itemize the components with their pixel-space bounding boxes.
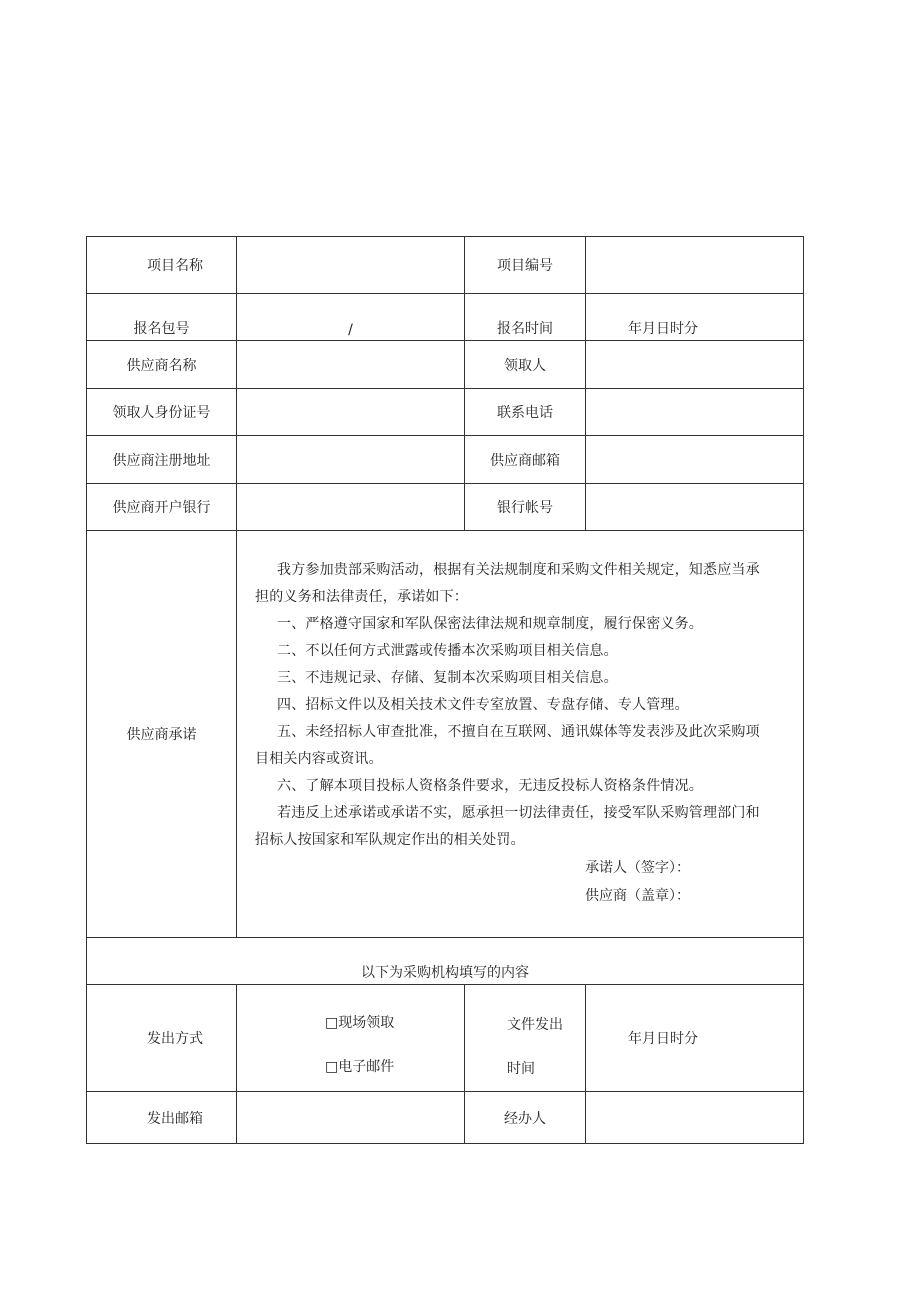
option-email-checkbox[interactable]: □电子邮件 (325, 1059, 395, 1075)
package-field[interactable]: / (237, 294, 465, 341)
reg-time-field[interactable]: 年月日时分 (586, 294, 804, 341)
reg-address-field[interactable] (237, 436, 465, 484)
issue-method-label: 发出方式 (87, 985, 237, 1092)
row-pledge (87, 531, 804, 938)
row-bank (87, 484, 804, 531)
receiver-field[interactable] (586, 341, 804, 389)
row-issue-method (87, 985, 804, 1092)
bank-field[interactable] (237, 484, 465, 531)
issue-email-field[interactable] (237, 1092, 465, 1144)
package-label: 报名包号 (87, 294, 237, 341)
project-no-field[interactable] (586, 237, 804, 294)
pledge-line: 五、未经招标人审查批准，不擅自在互联网、通讯媒体等发表涉及此次采购项 (277, 724, 760, 740)
row-issue-email (87, 1092, 804, 1144)
pledge-line: 三、不违规记录、存储、复制本次采购项目相关信息。 (277, 670, 618, 686)
registration-form-table (86, 236, 804, 1144)
pledge-label: 供应商承诺 (87, 531, 237, 938)
supplier-name-field[interactable] (237, 341, 465, 389)
pledge-line: 目相关内容或资讯。 (255, 751, 383, 767)
pledge-line: 若违反上述承诺或承诺不实，愿承担一切法律责任，接受军队采购管理部门和 (277, 805, 760, 821)
pledge-line: 一、严格遵守国家和军队保密法律法规和规章制度，履行保密义务。 (277, 616, 703, 632)
phone-field[interactable] (586, 389, 804, 436)
pledge-line: 六、了解本项目投标人资格条件要求，无违反投标人资格条件情况。 (277, 778, 703, 794)
supplier-name-label: 供应商名称 (87, 341, 237, 389)
row-receiver-id (87, 389, 804, 436)
issue-time-label-line2: 时间 (507, 1061, 535, 1077)
signer-label: 承诺人（签字）： (585, 860, 690, 876)
issue-email-label: 发出邮箱 (87, 1092, 237, 1144)
supplier-email-field[interactable] (586, 436, 804, 484)
receiver-label: 领取人 (465, 341, 586, 389)
seal-label: 供应商（盖章）： (585, 888, 690, 904)
supplier-email-label: 供应商邮箱 (465, 436, 586, 484)
project-name-label: 项目名称 (87, 237, 237, 294)
issue-time-field[interactable]: 年月日时分 (586, 985, 804, 1092)
bank-label: 供应商开户银行 (87, 484, 237, 531)
phone-label: 联系电话 (465, 389, 586, 436)
issue-method-options (237, 985, 465, 1092)
row-address (87, 436, 804, 484)
handler-field[interactable] (586, 1092, 804, 1144)
row-supplier-name (87, 341, 804, 389)
issue-time-label-line1: 文件发出 (507, 1017, 563, 1033)
account-label: 银行帐号 (465, 484, 586, 531)
row-project (87, 237, 804, 294)
pledge-content (237, 531, 804, 938)
receiver-id-label: 领取人身份证号 (87, 389, 237, 436)
pledge-line: 我方参加贵部采购活动，根据有关法规制度和采购文件相关规定，知悉应当承 (277, 562, 760, 578)
account-field[interactable] (586, 484, 804, 531)
project-no-label: 项目编号 (465, 237, 586, 294)
handler-label: 经办人 (465, 1092, 586, 1144)
option-onsite-checkbox[interactable]: □现场领取 (325, 1015, 395, 1031)
section-title: 以下为采购机构填写的内容 (87, 938, 804, 985)
project-name-field[interactable] (237, 237, 465, 294)
issue-time-label (465, 985, 586, 1092)
pledge-line: 招标人按国家和军队规定作出的相关处罚。 (255, 832, 525, 848)
pledge-line: 担的义务和法律责任，承诺如下： (255, 589, 468, 605)
pledge-line: 四、招标文件以及相关技术文件专室放置、专盘存储、专人管理。 (277, 697, 689, 713)
pledge-line: 二、不以任何方式泄露或传播本次采购项目相关信息。 (277, 643, 618, 659)
reg-time-label: 报名时间 (465, 294, 586, 341)
reg-address-label: 供应商注册地址 (87, 436, 237, 484)
receiver-id-field[interactable] (237, 389, 465, 436)
row-package (87, 294, 804, 341)
row-section-title (87, 938, 804, 985)
